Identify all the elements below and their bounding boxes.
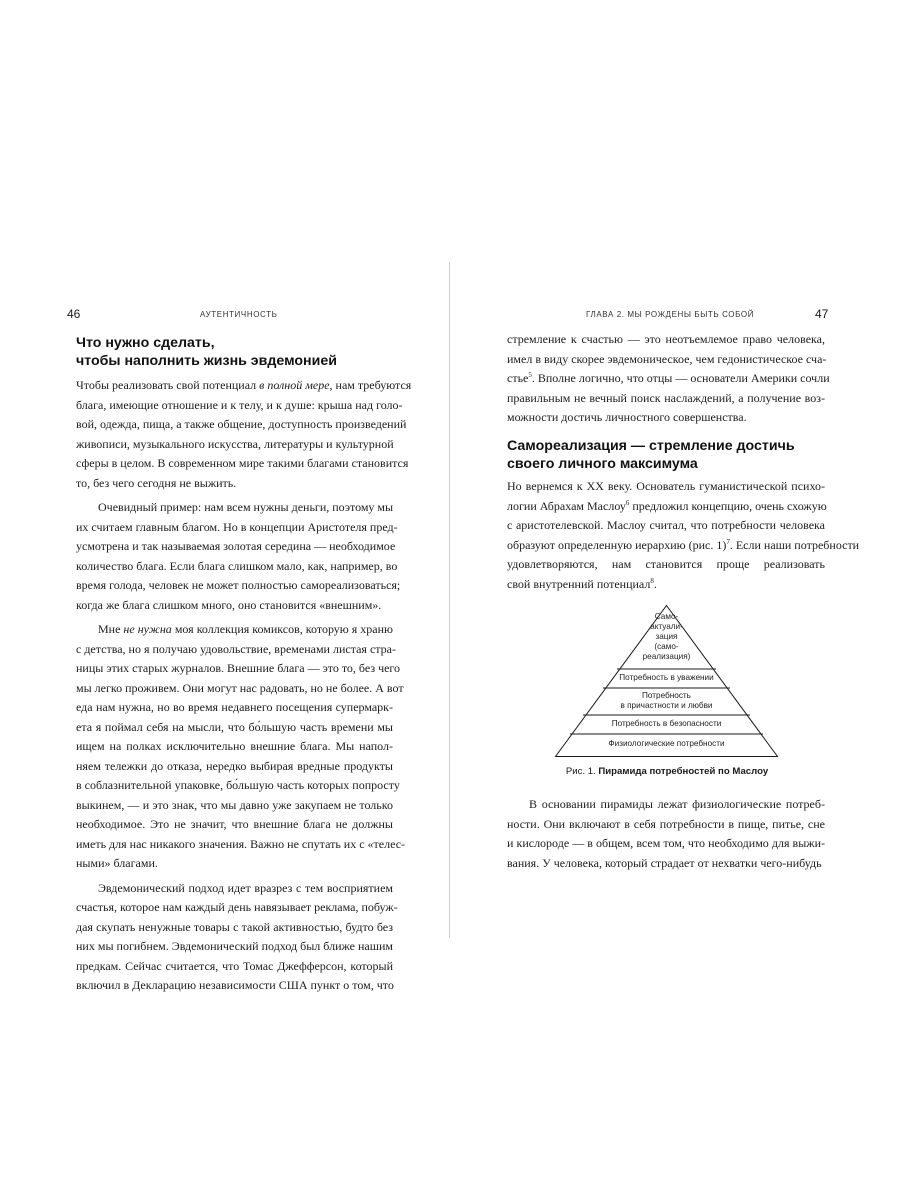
text-line: можности достичь личностного совершенства. [507, 410, 747, 424]
text-line: няем тележки до отказа, нередко выбирая вредные продукты [76, 758, 393, 773]
text-line: количество блага. Если блага слишком мало, как, например, во [76, 558, 398, 573]
heading-line: своего личного максимума [507, 456, 698, 472]
paragraph [76, 498, 401, 615]
text-line: В основании пирамиды лежат физиологические потреб- [529, 797, 825, 811]
caption-prefix: Рис. 1. [565, 766, 596, 777]
pyramid-label-line: зация [655, 632, 678, 641]
pyramid-label-line: Физиологические потребности [608, 739, 725, 748]
section-heading-right [507, 437, 795, 473]
paragraph [507, 477, 860, 594]
paragraph [76, 620, 406, 874]
text-line: ета я поймал себя на мысли, что бо́льшую часть времени мы [76, 719, 393, 734]
text-line: когда же блага слишком много, оно становится «внешним». [76, 597, 382, 612]
pyramid-label-line: в причастности и любви [620, 701, 713, 710]
pyramid-label-line: актуали- [650, 622, 683, 631]
heading-line: Что нужно сделать, [76, 335, 215, 351]
text-line: Чтобы реализовать свой потенциал в полной мере, нам требуются [76, 378, 412, 392]
page-number-right: 47 [815, 307, 829, 321]
running-title-right: ГЛАВА 2. МЫ РОЖДЕНЫ БЫТЬ СОБОЙ [586, 310, 755, 319]
text-line: необходимое. Это не значит, что внешние блага не должны [76, 817, 393, 831]
text-line: выкинем, — и это знак, что мы давно уже закупаем не только [76, 797, 393, 812]
text-line: правильным не вечный поиск наслаждений, а получение воз- [507, 390, 825, 405]
heading-line: Самореализация — стремление достичь [507, 438, 795, 454]
paragraph [76, 376, 412, 493]
text-line: ности. Они включают в себя потребности в пище, питье, сне [507, 816, 825, 831]
page-number-left: 46 [67, 307, 81, 321]
text-line: дая скупать ненужные товары с такой активностью, будто без [76, 919, 393, 934]
pyramid-level-self-actualization [555, 612, 778, 662]
pyramid-level-safety [555, 719, 778, 729]
text-line: усмотрена и так называемая золотая середина — необходимое [76, 539, 396, 553]
text-line: то, без чего сегодня не выжить. [76, 475, 237, 490]
caption-title: Пирамида потребностей по Маслоу [598, 766, 769, 777]
pyramid-label-line: реализация) [642, 652, 691, 661]
text-line: в соблазнительной упаковке, бо́льшую часть которых попросту [76, 778, 400, 792]
text-line: их считаем главным благом. Но в концепции Аристотеля пред- [76, 519, 398, 534]
text-line: ными» благами. [76, 856, 158, 870]
text-line: стье$^5$. Вполне логично, что отцы — основатели Америки сочли [507, 371, 830, 385]
text-line: вания. У человека, который страдает от нехватки чего-нибудь [507, 855, 822, 870]
figure-caption [500, 766, 834, 777]
text-line: Эвдемонический подход идет вразрез с тем восприятием [98, 880, 393, 895]
text-line: мы легко проживем. Они могут нас радовать, но не более. А вот [76, 680, 404, 695]
text-line: блага, имеющие отношение и к телу, и к душе: крыша над голо- [76, 397, 403, 412]
text-line: время голода, человек не может полностью самореализоваться; [76, 578, 401, 592]
text-line: и кислороде — в общем, всем том, что необходимо для выжи- [507, 836, 825, 850]
maslow-pyramid-figure [555, 605, 778, 757]
section-heading-left [76, 334, 337, 370]
text-line: вой, одежда, пища, а также общение, доступность произведений [76, 417, 407, 431]
pyramid-label-line: Потребность [642, 691, 691, 700]
text-line: Мне не нужна моя коллекция комиксов, которую я храню [98, 622, 393, 636]
heading-line: чтобы наполнить жизнь эвдемонией [76, 353, 337, 369]
paragraph [507, 795, 825, 873]
text-line: сферы в целом. В современном мире такими благами становится [76, 456, 409, 470]
text-line: живописи, музыкального искусства, литературы и культурной [76, 436, 394, 451]
pyramid-label-line: Потребность в безопасности [611, 719, 722, 728]
text-line: предкам. Сейчас считается, что Томас Джефферсон, который [76, 958, 393, 973]
text-line: ницы этих старых журналов. Внешние блага — это то, без чего [76, 661, 401, 675]
pyramid-label-line: (само- [654, 642, 679, 651]
page-spine [449, 262, 450, 938]
text-line: Очевидный пример: нам всем нужны деньги, поэтому мы [98, 500, 394, 514]
pyramid-level-esteem [555, 673, 778, 683]
text-line: иметь для нас никакого значения. Важно не спутать их с «телес- [76, 836, 406, 851]
pyramid-level-belonging [555, 691, 778, 711]
text-line: удовлетворяются, нам становится проще реализовать [507, 557, 825, 571]
text-line: имел в виду скорее эвдемоническое, чем гедонистическое сча- [507, 351, 827, 366]
left-page-body [76, 376, 412, 996]
text-line: логии Абрахам Маслоу$^6$ предложил концепцию, очень схожую [507, 498, 827, 513]
text-line: с аристотелевской. Маслоу считал, что потребности человека [507, 518, 825, 532]
pyramid-label-line: Само- [654, 612, 679, 621]
text-line: образуют определенную иерархию (рис. 1)$^7$. Если наши потребности [507, 537, 860, 552]
paragraph [507, 330, 830, 428]
pyramid-level-physiological [555, 739, 778, 749]
right-top-paragraph [507, 330, 830, 428]
text-line: еда нам нужна, но во время недавнего посещения супермарк- [76, 700, 393, 714]
text-line: включил в Декларацию независимости США пункт о том, что [76, 978, 394, 992]
running-title-left: АУТЕНТИЧНОСТЬ [200, 310, 278, 319]
text-line: Но вернемся к XX веку. Основатель гуманистической психо- [507, 479, 825, 493]
right-bottom-paragraph [507, 795, 825, 873]
text-line: с детства, но я получаю удовольствие, временами листая стра- [76, 641, 396, 656]
right-section-paragraph [507, 477, 860, 594]
text-line: свой внутренний потенциал$^8$. [507, 576, 657, 591]
pyramid-label-line: Потребность в уважении [619, 673, 714, 682]
paragraph [76, 879, 398, 996]
text-line: ищем на полках исключительно внешние блага. Мы напол- [76, 739, 393, 753]
text-line: них мы погибнем. Эвдемонический подход был ближе нашим [76, 939, 393, 953]
text-line: счастья, которое нам каждый день навязывает реклама, побуж- [76, 900, 398, 914]
text-line: стремление к счастью — это неотъемлемое право человека, [507, 332, 825, 346]
